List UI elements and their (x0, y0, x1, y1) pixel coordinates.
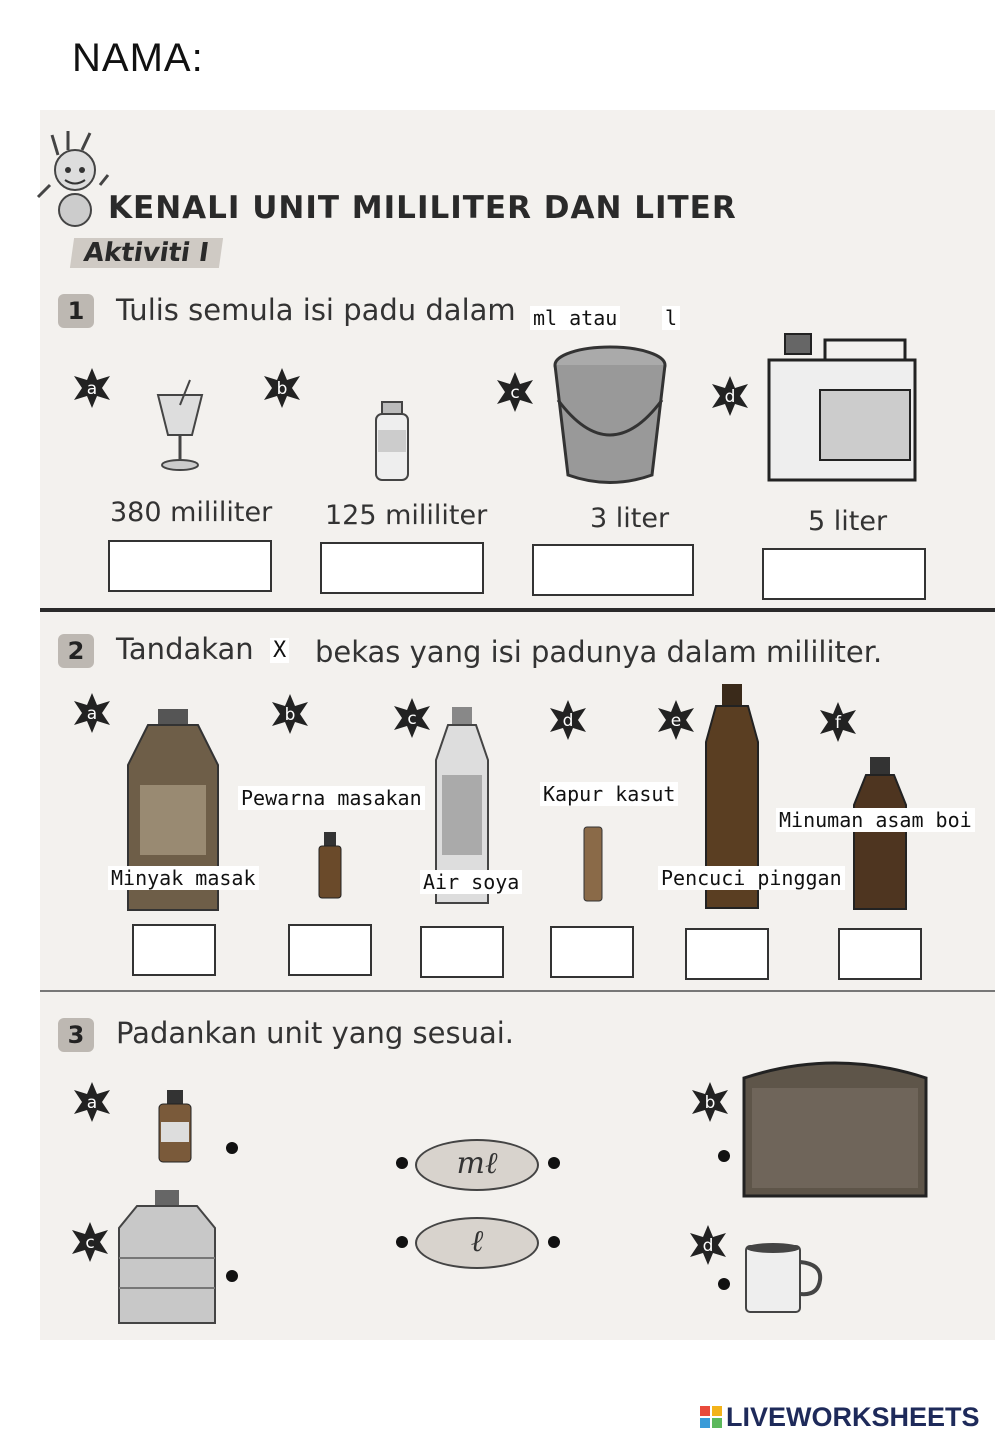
question-1-number: 1 (58, 294, 94, 328)
volume-label: 380 mililiter (110, 497, 273, 528)
star-letter: a (86, 1093, 98, 1113)
checkbox-2e[interactable] (685, 928, 769, 980)
item-label: Pencuci pinggan (658, 866, 845, 890)
star-letter: d (702, 1236, 714, 1256)
checkbox-2d[interactable] (550, 926, 634, 978)
star-badge-c (495, 372, 535, 412)
star-badge-d (688, 1225, 728, 1265)
question-2-text-after: bekas yang isi padunya dalam mililiter. (315, 635, 883, 669)
bucket-icon (550, 340, 670, 490)
star-badge-a (72, 693, 112, 733)
item-label: Air soya (420, 870, 522, 894)
star-letter: a (86, 704, 98, 724)
star-badge-d (710, 376, 750, 416)
item-label: Minuman asam boi (776, 808, 975, 832)
mug-icon (742, 1240, 826, 1316)
volume-label: 125 mililiter (325, 500, 488, 531)
asam-boi-bottle-icon (852, 755, 908, 913)
water-gallon-icon (115, 1188, 219, 1330)
star-badge-c (392, 698, 432, 738)
match-dot-c[interactable] (226, 1270, 238, 1282)
worksheet-title: KENALI UNIT MILILITER DAN LITER (108, 190, 737, 226)
unit-options-text: ml atau (530, 306, 620, 330)
star-badge-a (72, 1082, 112, 1122)
match-dot-ml-left[interactable] (396, 1157, 408, 1169)
item-label: Pewarna masakan (238, 786, 425, 810)
volume-label: 3 liter (590, 503, 670, 534)
match-dot-a[interactable] (226, 1142, 238, 1154)
section-divider (40, 608, 995, 612)
question-2-number: 2 (58, 634, 94, 668)
medicine-bottle-icon (155, 1088, 195, 1166)
name-label: NAMA: (72, 36, 204, 80)
item-label: Kapur kasut (540, 782, 678, 806)
unit-ml-oval: mℓ (415, 1139, 539, 1191)
checkbox-2a[interactable] (132, 924, 216, 976)
star-badge-b (270, 694, 310, 734)
volume-label: 5 liter (808, 506, 888, 537)
star-badge-d (548, 700, 588, 740)
checkbox-2c[interactable] (420, 926, 504, 978)
question-1-text: Tulis semula isi padu dalam (116, 293, 516, 327)
coloring-bottle-icon (315, 830, 345, 900)
logo-mark-icon (700, 1406, 722, 1428)
match-dot-d[interactable] (718, 1278, 730, 1290)
star-letter: c (510, 383, 520, 403)
answer-box-1b[interactable] (320, 542, 484, 594)
item-label: Minyak masak (108, 866, 259, 890)
match-dot-l-left[interactable] (396, 1236, 408, 1248)
answer-box-1a[interactable] (108, 540, 272, 592)
star-badge-b (262, 368, 302, 408)
star-letter: d (562, 711, 574, 731)
mark-x-text: X (270, 638, 289, 663)
match-dot-b[interactable] (718, 1150, 730, 1162)
star-badge-b (690, 1082, 730, 1122)
question-3-text: Padankan unit yang sesuai. (116, 1016, 514, 1050)
star-letter: e (670, 711, 682, 731)
question-2-text-before: Tandakan (116, 632, 254, 666)
star-letter: a (86, 379, 98, 399)
liveworksheets-logo (700, 1402, 980, 1433)
star-letter: b (276, 379, 288, 399)
logo-text: LIVEWORKSHEETS (726, 1402, 980, 1432)
checkbox-2f[interactable] (838, 928, 922, 980)
star-badge-f (818, 702, 858, 742)
aquarium-icon (740, 1048, 930, 1200)
star-letter: d (724, 387, 736, 407)
star-badge-a (72, 368, 112, 408)
star-letter: c (407, 709, 417, 729)
star-letter: b (704, 1093, 716, 1113)
checkbox-2b[interactable] (288, 924, 372, 976)
unit-l-oval: ℓ (415, 1217, 539, 1269)
jerrycan-icon (765, 330, 925, 490)
unit-l-text: l (662, 306, 680, 330)
star-letter: f (835, 713, 841, 733)
answer-box-1c[interactable] (532, 544, 694, 596)
section-divider (40, 990, 995, 992)
bottle-icon (370, 400, 414, 484)
chalk-tube-icon (580, 825, 606, 903)
activity-label: Aktiviti I (70, 238, 223, 268)
match-dot-ml-right[interactable] (548, 1157, 560, 1169)
star-badge-c (70, 1222, 110, 1262)
star-badge-e (656, 700, 696, 740)
star-letter: c (85, 1233, 95, 1253)
glass-icon (150, 375, 210, 475)
question-3-number: 3 (58, 1018, 94, 1052)
mascot-icon (30, 125, 110, 235)
answer-box-1d[interactable] (762, 548, 926, 600)
star-letter: b (284, 705, 296, 725)
match-dot-l-right[interactable] (548, 1236, 560, 1248)
